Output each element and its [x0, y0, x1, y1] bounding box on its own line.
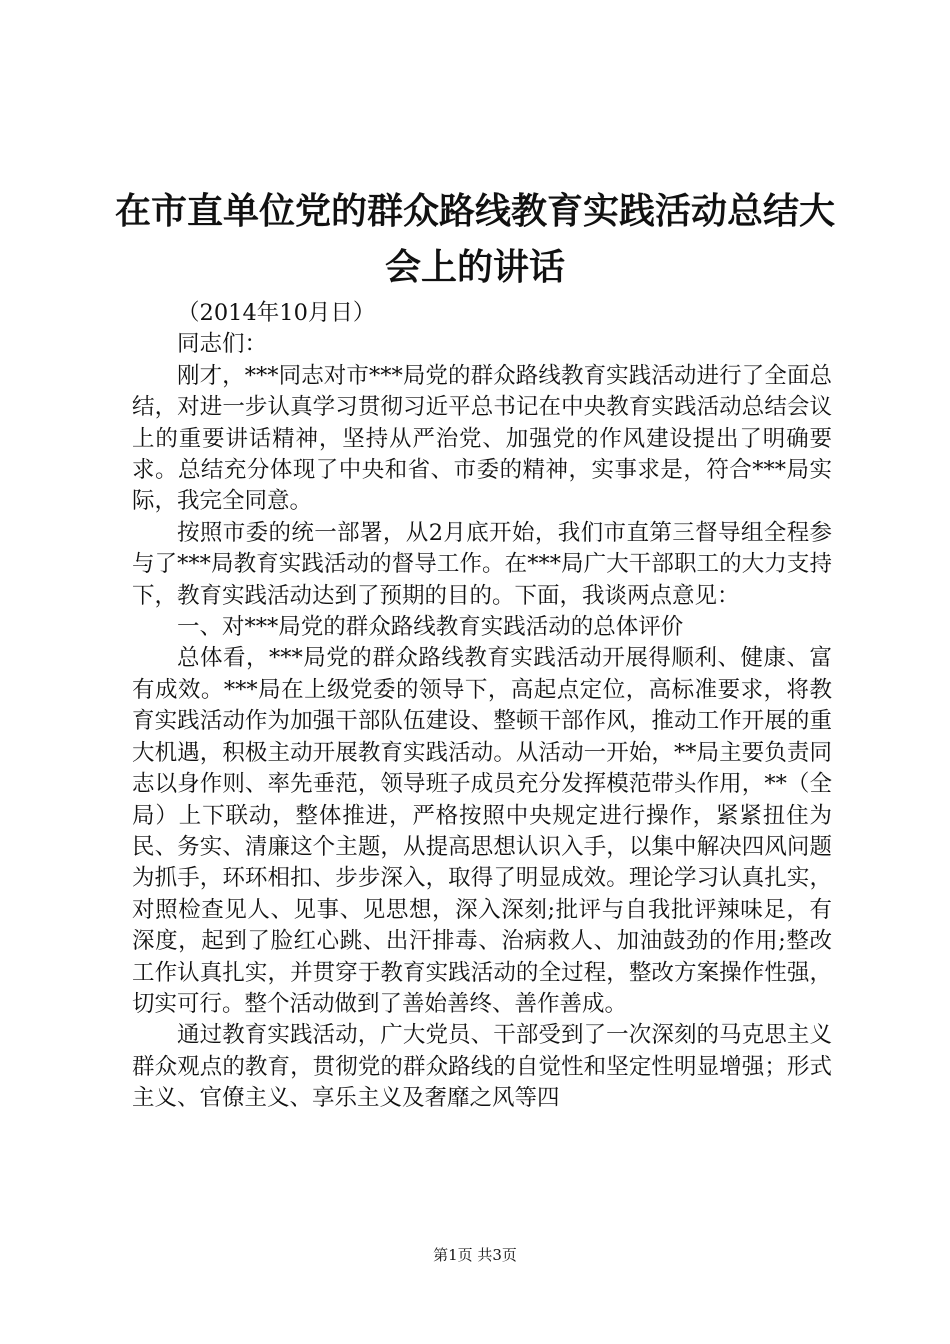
document-body	[132, 298, 832, 1115]
section-heading: 一、对***局党的群众路线教育实践活动的总体评价	[177, 614, 684, 641]
salutation: 同志们：	[177, 331, 268, 358]
document-title: 在市直单位党的群众路线教育实践活动总结大会上的讲话	[114, 191, 835, 288]
paragraph: 总体看，***局党的群众路线教育实践活动开展得顺利、健康、富有成效。***局在上级党委的领导下，高起点定位，高标准要求，将教育实践活动作为加强干部队伍建设、整顿干部作风，推动工作开展的重大机遇，积极主动开展教育实践活动。从活动一开始，**局主要负责同志以身作则、率先垂范，领导班子成员充分发挥模范带头作用，**（全局）上下联动，整体推进，严格按照中央规定进行操作，紧紧扭住为民、务实、清廉这个主题，从提高思想认识入手，以集中解决四风问题为抓手，环环相扣、步步深入，取得了明显成效。理论学习认真扎实，对照检查见人、见事、见思想，深入深刻;批评与自我批评辣味足，有深度，起到了脸红心跳、出汗排毒、治病救人、加油鼓劲的作用;整改工作认真扎实，并贯穿于教育实践活动的全过程，整改方案操作性强，切实可行。整个活动做到了善始善终、善作善成。	[132, 645, 832, 1017]
page-footer: 第1页 共3页	[433, 1246, 517, 1264]
paragraph: 刚才，***同志对市***局党的群众路线教育实践活动进行了全面总结，对进一步认真学习贯彻习近平总书记在中央教育实践活动总结会议上的重要讲话精神，坚持从严治党、加强党的作风建设提出了明确要求。总结充分体现了中央和省、市委的精神，实事求是，符合***局实际，我完全同意。	[132, 362, 832, 515]
date-line: （2014年10月日）	[177, 300, 376, 326]
paragraph: 通过教育实践活动，广大党员、干部受到了一次深刻的马克思主义群众观点的教育，贯彻党的群众路线的自觉性和坚定性明显增强；形式主义、官僚主义、享乐主义及奢靡之风等四	[132, 1022, 832, 1112]
paragraph: 按照市委的统一部署，从2月底开始，我们市直第三督导组全程参与了***局教育实践活动的督导工作。在***局广大干部职工的大力支持下，教育实践活动达到了预期的目的。下面，我谈两点意见：	[132, 519, 832, 609]
